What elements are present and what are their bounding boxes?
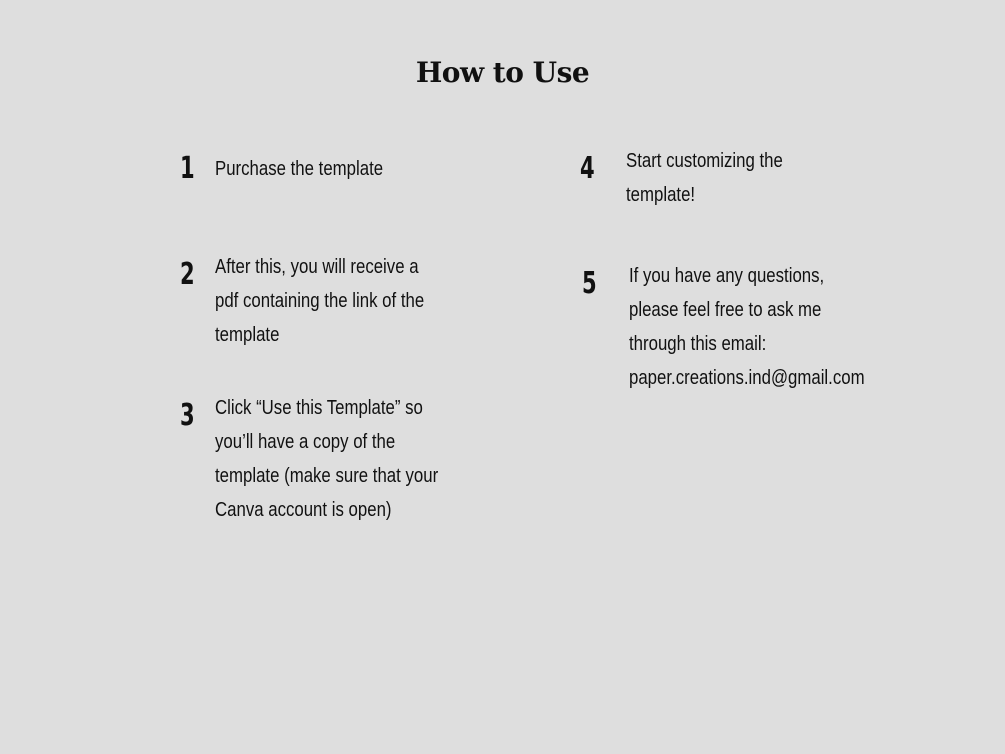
step-number: 1 [180, 151, 195, 186]
step-line: After this, you will receive a [215, 256, 419, 278]
step-line: If you have any questions, [629, 265, 825, 287]
step-line: please feel free to ask me [629, 299, 822, 321]
step-number: 2 [180, 257, 195, 292]
step-number: 3 [180, 398, 195, 433]
step-line: you’ll have a copy of the [215, 431, 396, 453]
step-text [215, 391, 438, 527]
step-line: pdf containing the link of the [215, 290, 425, 312]
step-text [629, 259, 865, 395]
page-title: How to Use [415, 56, 590, 89]
step-line: Start customizing the [626, 150, 783, 172]
step-line: template [215, 324, 280, 346]
step-number: 4 [580, 151, 595, 186]
step-number: 5 [582, 266, 597, 301]
step-line: Click “Use this Template” so [215, 397, 423, 419]
step-line: template (make sure that your [215, 465, 439, 487]
step-text [215, 250, 424, 352]
step-line: template! [626, 184, 696, 206]
step-line: Canva account is open) [215, 499, 392, 521]
step-line: Purchase the template [215, 158, 384, 180]
step-text [215, 152, 383, 186]
step-email[interactable]: paper.creations.ind@gmail.com [629, 367, 865, 389]
step-text [626, 144, 783, 212]
step-line: through this email: [629, 333, 767, 355]
